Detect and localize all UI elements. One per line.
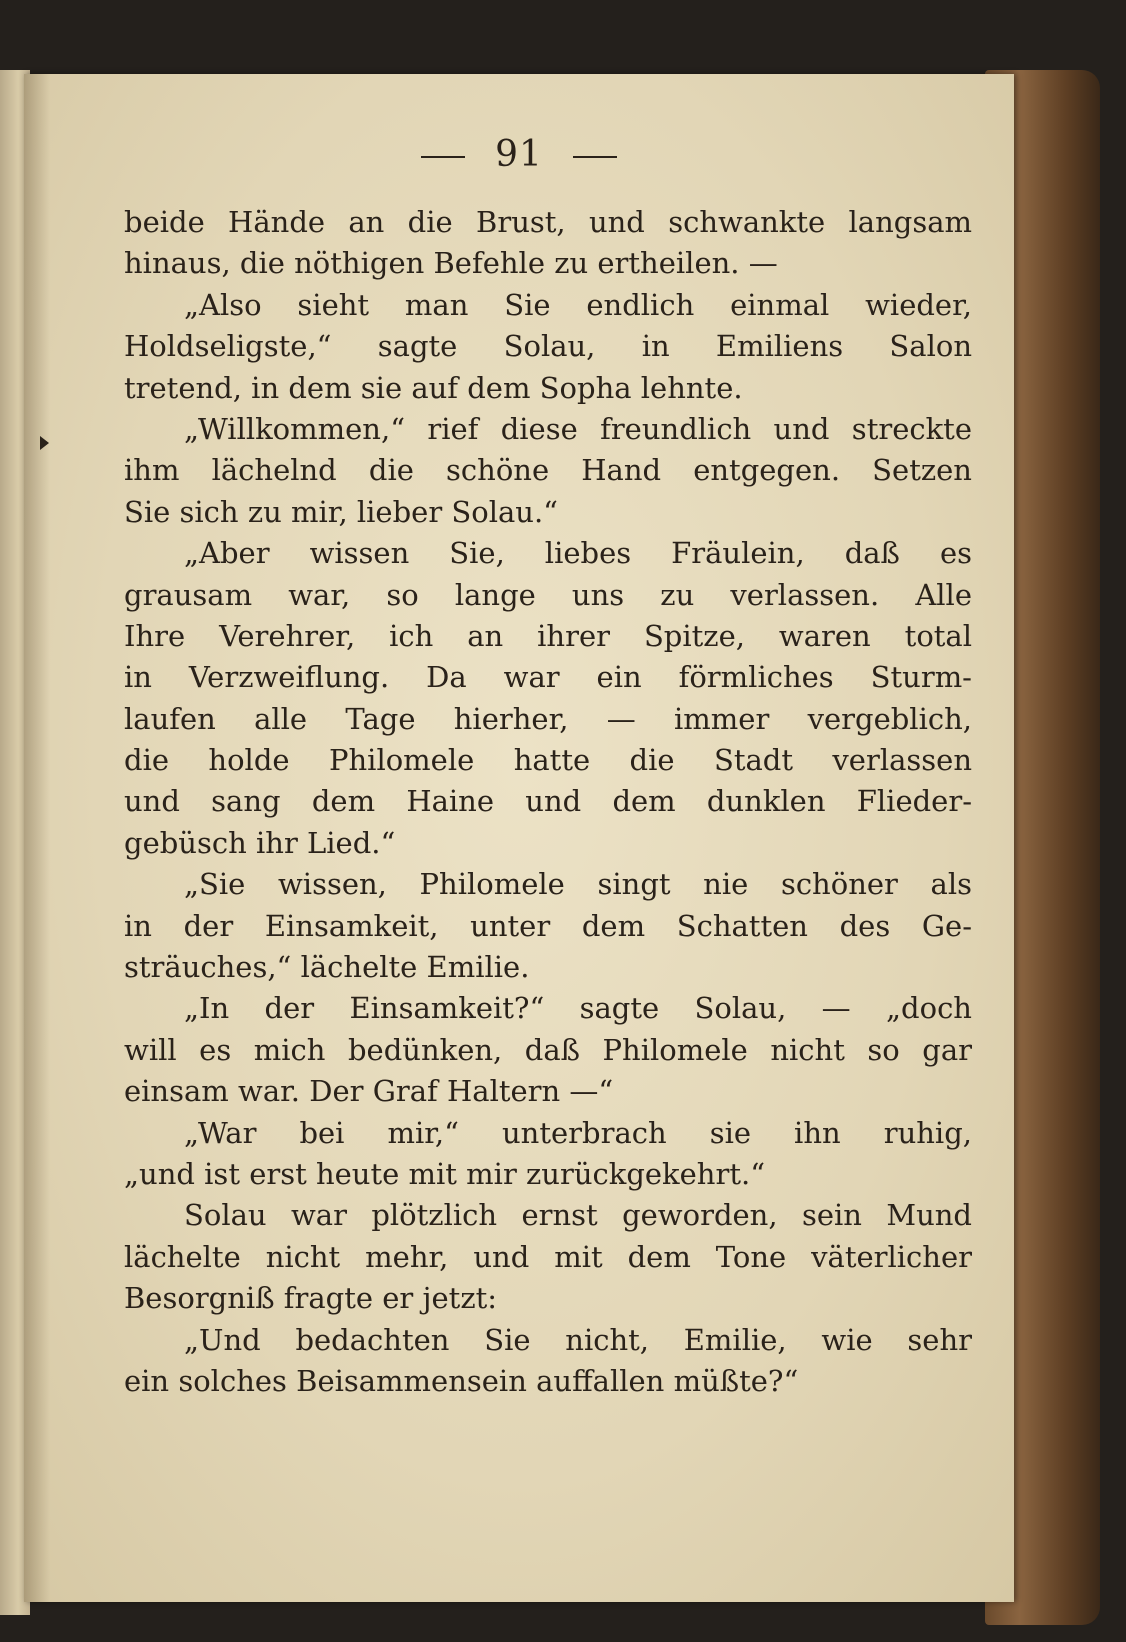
text-line: „und ist erst heute mit mir zurückgekehrt.“ — [124, 1156, 766, 1191]
text-line: grausam war, so lange uns zu verlassen. Alle — [124, 577, 972, 612]
text-line: sträuches,“ lächelte Emilie. — [124, 950, 530, 985]
text-line: „Aber wissen Sie, liebes Fräulein, daß es — [184, 536, 972, 571]
text-line: „War bei mir,“ unterbrach sie ihn ruhig, — [184, 1115, 972, 1150]
text-line: einsam war. Der Graf Haltern —“ — [124, 1074, 614, 1109]
text-line: laufen alle Tage hierher, — immer vergeblich, — [124, 701, 972, 736]
text-line: ihm lächelnd die schöne Hand entgegen. Setzen — [124, 453, 972, 488]
page-gutter-shadow — [24, 74, 50, 1602]
text-line: die holde Philomele hatte die Stadt verlassen — [124, 743, 972, 778]
page-number: 91 — [495, 134, 543, 175]
text-line: lächelte nicht mehr, und mit dem Tone väterlicher — [124, 1239, 972, 1274]
text-line: beide Hände an die Brust, und schwankte langsam — [124, 205, 972, 239]
book-page — [24, 74, 1014, 1602]
text-line: ein solches Beisammensein auffallen müßte?“ — [124, 1363, 799, 1398]
text-line: will es mich bedünken, daß Philomele nicht so gar — [124, 1032, 972, 1067]
header-dash-left — [421, 156, 465, 158]
header-dash-right — [573, 156, 617, 158]
text-line: „Also sieht man Sie endlich einmal wieder, — [184, 287, 972, 322]
text-line: Sie sich zu mir, lieber Solau.“ — [124, 494, 559, 529]
text-line: hinaus, die nöthigen Befehle zu ertheilen. — — [124, 246, 778, 281]
text-line: tretend, in dem sie auf dem Sopha lehnte. — [124, 370, 743, 405]
text-line: Ihre Verehrer, ich an ihrer Spitze, waren total — [124, 618, 972, 653]
text-line: in Verzweiflung. Da war ein förmliches Sturm- — [124, 660, 972, 695]
text-line: Holdseligste,“ sagte Solau, in Emiliens Salon — [124, 329, 972, 364]
text-line: „Und bedachten Sie nicht, Emilie, wie sehr — [184, 1322, 972, 1357]
text-line: gebüsch ihr Lied.“ — [124, 825, 396, 860]
text-line: in der Einsamkeit, unter dem Schatten des Ge- — [124, 908, 972, 943]
text-line: „Willkommen,“ rief diese freundlich und streckte — [184, 411, 972, 446]
text-line: Solau war plötzlich ernst geworden, sein Mund — [184, 1198, 972, 1233]
text-line: „Sie wissen, Philomele singt nie schöner als — [184, 867, 972, 902]
page-header — [24, 134, 1014, 175]
text-line: „In der Einsamkeit?“ sagte Solau, — „doch — [184, 991, 972, 1026]
page-body-text — [124, 202, 972, 1402]
margin-mark — [40, 436, 49, 450]
text-line: Besorgniß fragte er jetzt: — [124, 1281, 498, 1316]
text-line: und sang dem Haine und dem dunklen Flieder- — [124, 784, 972, 819]
